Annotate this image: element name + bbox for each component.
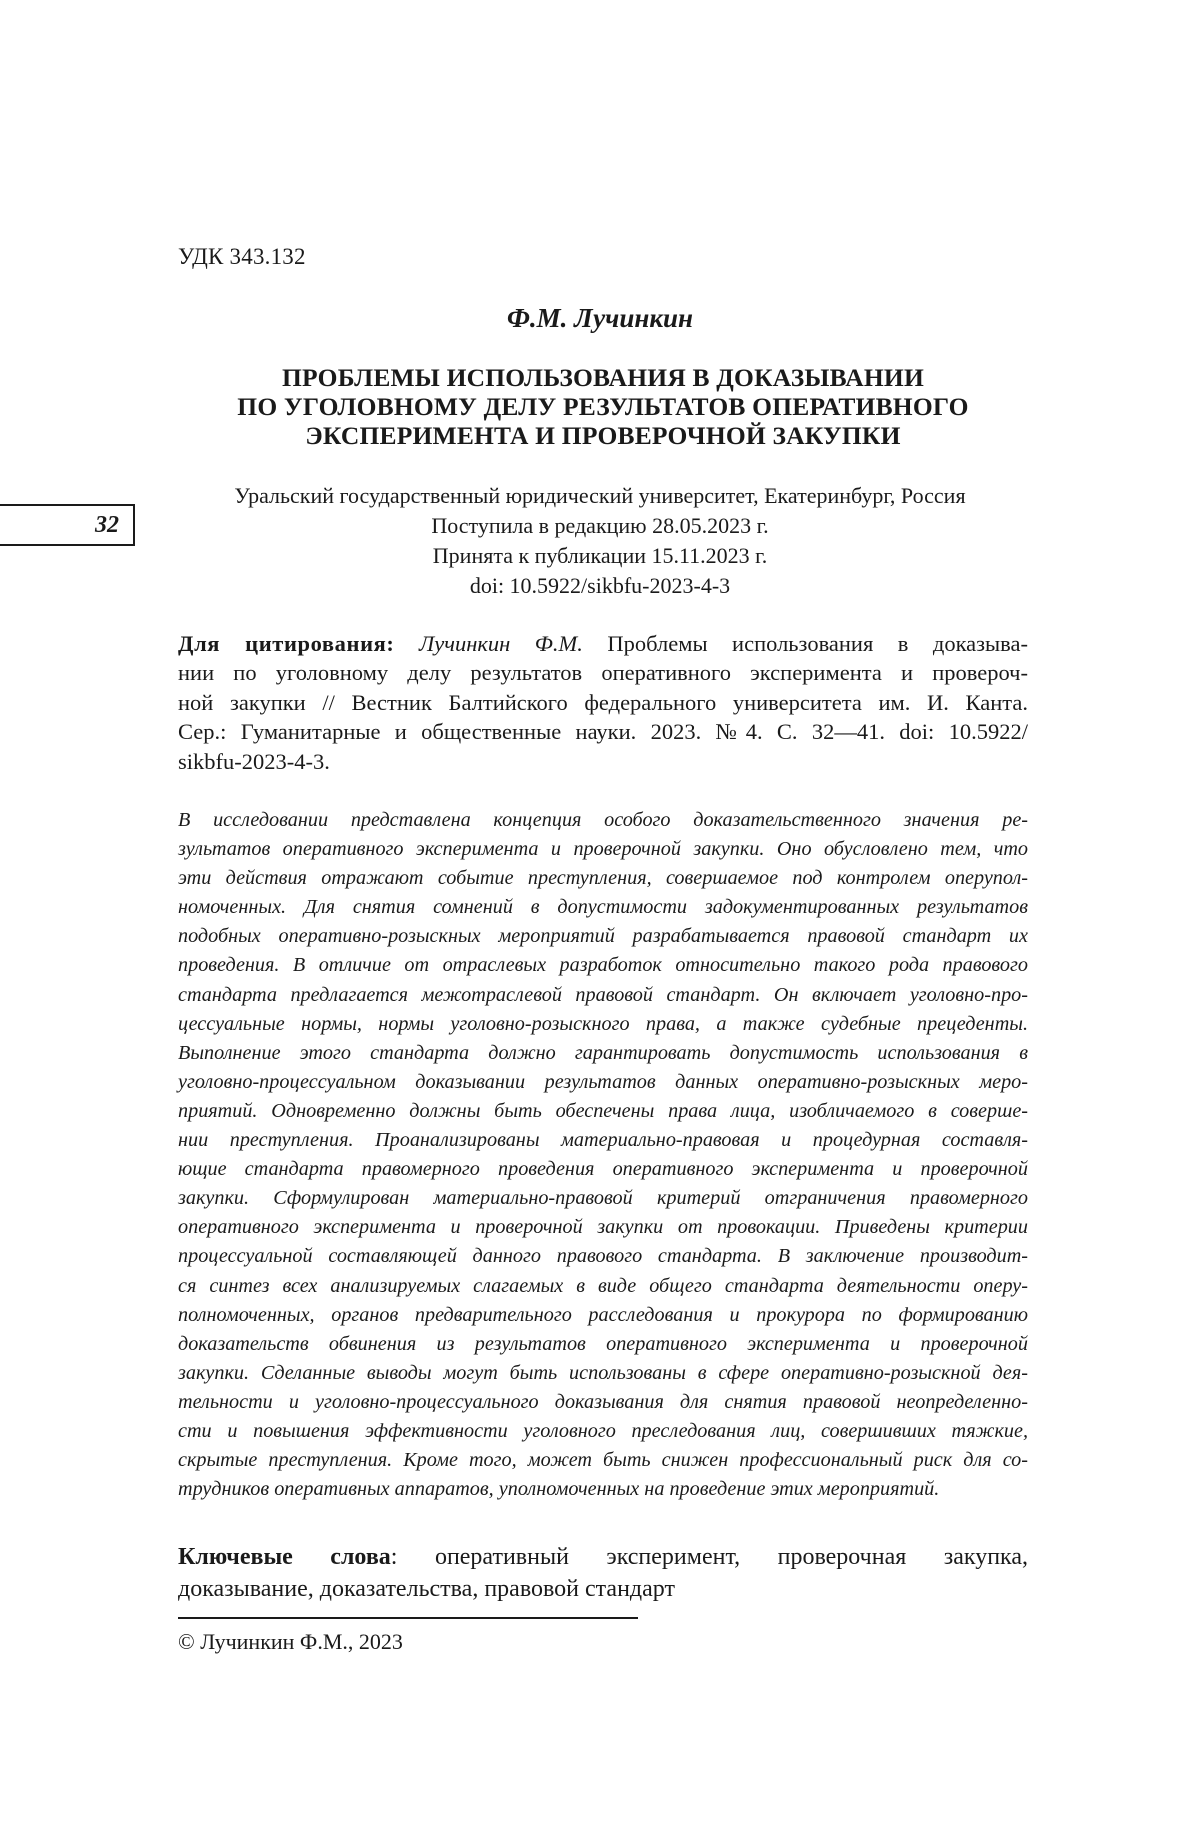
- abstract-line: В исследовании представлена концепция особого доказательственного значения ре-: [178, 809, 1028, 831]
- abstract-line: процессуальной составляющей данного правового стандарта. В заключение производит-: [178, 1245, 1028, 1268]
- abstract-line: полномоченных, органов предварительного расследования и прокурора по формированию: [178, 1303, 1028, 1326]
- abstract-line: закупки. Сделанные выводы могут быть использованы в сфере оперативно-розыскной дея-: [178, 1361, 1028, 1384]
- abstract-line: номоченных. Для снятия сомнений в допустимости задокументированных результатов: [178, 896, 1028, 919]
- abstract-line: закупки. Сформулирован материально-правовой критерий отграничения правомерного: [178, 1187, 1028, 1210]
- abstract-line: ся синтез всех анализируемых слагаемых в виде общего стандарта деятельности оперу-: [178, 1274, 1028, 1297]
- affiliation-block: [0, 481, 1200, 601]
- title-line: ЭКСПЕРИМЕНТА И ПРОВЕРОЧНОЙ ЗАКУПКИ: [305, 421, 901, 450]
- abstract-line: зультатов оперативного эксперимента и проверочной закупки. Оно обусловлено тем, что: [178, 838, 1028, 861]
- footnote-divider: [178, 1617, 638, 1619]
- university: Уральский государственный юридический университет, Екатеринбург, Россия: [234, 483, 966, 508]
- abstract-line: тельности и уголовно-процессуального доказывания для снятия правовой неопределенно-: [178, 1390, 1028, 1413]
- title-line: ПРОБЛЕМЫ ИСПОЛЬЗОВАНИЯ В ДОКАЗЫВАНИИ: [282, 363, 924, 392]
- abstract-line: доказательств обвинения из результатов оперативного эксперимента и проверочной: [178, 1332, 1028, 1355]
- abstract-line: приятий. Одновременно должны быть обеспечены права лица, изобличаемого в соверше-: [178, 1099, 1028, 1122]
- accepted-date: Принята к публикации 15.11.2023 г.: [432, 543, 768, 568]
- abstract-line: Выполнение этого стандарта должно гарантировать допустимость использования в: [178, 1041, 1028, 1064]
- abstract-line: трудников оперативных аппаратов, уполномоченных на проведение этих мероприятий.: [178, 1478, 940, 1501]
- doi: doi: 10.5922/sikbfu-2023-4-3: [469, 573, 731, 598]
- keywords-label: Ключевые слова: [178, 1544, 391, 1570]
- citation-line: sikbfu-2023-4-3.: [178, 748, 330, 774]
- keywords-text: : оперативный эксперимент, проверочная закупка,: [390, 1544, 1029, 1570]
- citation-text: Проблемы использования в доказыва-: [582, 631, 1028, 656]
- abstract-line: оперативного эксперимента и проверочной закупки от провокации. Приведены критерии: [178, 1216, 1028, 1239]
- received-date: Поступила в редакцию 28.05.2023 г.: [431, 513, 769, 538]
- abstract-line: подобных оперативно-розыскных мероприятий разрабатывается правовой стандарт их: [178, 925, 1028, 948]
- citation-line: ной закупки // Вестник Балтийского федерального университета им. И. Канта.: [178, 689, 1028, 715]
- abstract-line: эти действия отражают событие преступления, совершаемое под контролем оперупол-: [178, 867, 1028, 890]
- citation-label: Для цитирования:: [178, 631, 395, 656]
- citation-author: Лучинкин Ф.М.: [418, 631, 583, 656]
- citation-line: нии по уголовному делу результатов оперативного эксперимента и провероч-: [178, 660, 1028, 686]
- article-title: [178, 363, 1028, 450]
- article-author: Ф.М. Лучинкин: [506, 303, 694, 333]
- abstract: [178, 806, 1028, 1504]
- citation-line: Сер.: Гуманитарные и общественные науки. 2023. №4. С. 32—41. doi: 10.5922/: [178, 719, 1028, 745]
- keywords-line: [178, 1541, 1028, 1573]
- keywords-line: доказывание, доказательства, правовой стандарт: [178, 1576, 675, 1602]
- abstract-line: уголовно-процессуальном доказывании результатов данных оперативно-розыскных меро-: [178, 1070, 1028, 1093]
- title-line: ПО УГОЛОВНОМУ ДЕЛУ РЕЗУЛЬТАТОВ ОПЕРАТИВНОГО: [237, 392, 969, 421]
- abstract-line: ющие стандарта правомерного проведения оперативного эксперимента и проверочной: [178, 1158, 1028, 1181]
- abstract-line: сти и повышения эффективности уголовного преследования лиц, совершивших тяжкие,: [178, 1419, 1028, 1442]
- abstract-line: скрытые преступления. Кроме того, может быть снижен профессиональный риск для со-: [178, 1449, 1028, 1472]
- keywords-block: [178, 1541, 1028, 1605]
- page-number: 32: [0, 504, 135, 546]
- copyright: © Лучинкин Ф.М., 2023: [178, 1629, 403, 1654]
- abstract-line: проведения. В отличие от отраслевых разработок относительно такого рода правового: [178, 954, 1028, 977]
- abstract-line: нии преступления. Проанализированы материально-правовая и процедурная составля-: [178, 1129, 1028, 1152]
- abstract-line: цессуальные нормы, нормы уголовно-розыскного права, а также судебные прецеденты.: [178, 1012, 1028, 1035]
- citation-block: [178, 629, 1028, 776]
- udk-code: УДК 343.132: [178, 244, 306, 269]
- citation-line: [178, 629, 1028, 658]
- abstract-line: стандарта предлагается межотраслевой правовой стандарт. Он включает уголовно-про-: [178, 983, 1028, 1006]
